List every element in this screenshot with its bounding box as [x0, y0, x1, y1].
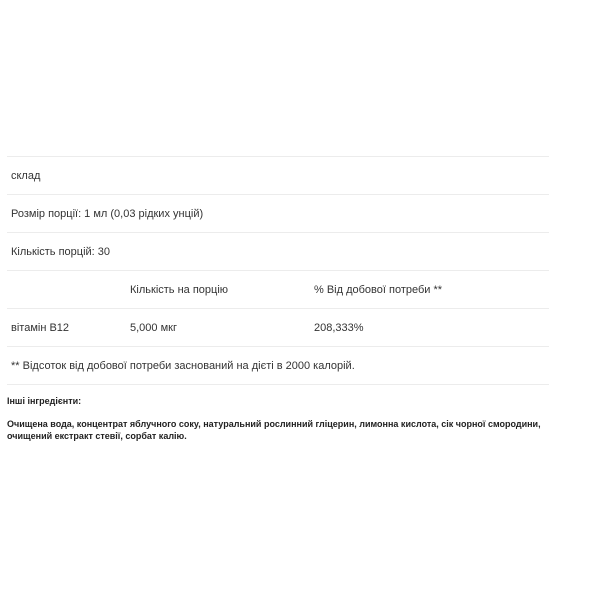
- nutrient-amount: 5,000 мкг: [130, 321, 177, 334]
- footnote: ** Відсоток від добової потреби заснований на дієті в 2000 калорій.: [11, 359, 355, 372]
- supplement-facts-table: [7, 156, 549, 385]
- serving-size-row: [7, 194, 549, 232]
- column-header-row: [7, 270, 549, 308]
- column-header-amount: Кількість на порцію: [130, 283, 229, 296]
- heading-row: [7, 156, 549, 194]
- column-header-daily-value: % Від добової потреби **: [314, 283, 443, 296]
- nutrient-name: вітамін B12: [11, 321, 70, 334]
- other-ingredients-text: Очищена вода, концентрат яблучного соку, натуральний рослинний гліцерин, лимонна кислота, сік чорної смородини, очищений екстракт стевії, сорбат калію.: [7, 419, 541, 441]
- other-ingredients-title: Інші інгредієнти:: [7, 396, 82, 406]
- servings-per-container: Кількість порцій: 30: [11, 245, 111, 258]
- nutrient-daily-value: 208,333%: [314, 321, 364, 334]
- footnote-row: [7, 346, 549, 385]
- serving-size: Розмір порції: 1 мл (0,03 рідких унцій): [11, 207, 204, 220]
- other-ingredients: [7, 395, 577, 442]
- facts-heading: склад: [11, 169, 41, 182]
- table-row: [7, 308, 549, 346]
- servings-per-container-row: [7, 232, 549, 270]
